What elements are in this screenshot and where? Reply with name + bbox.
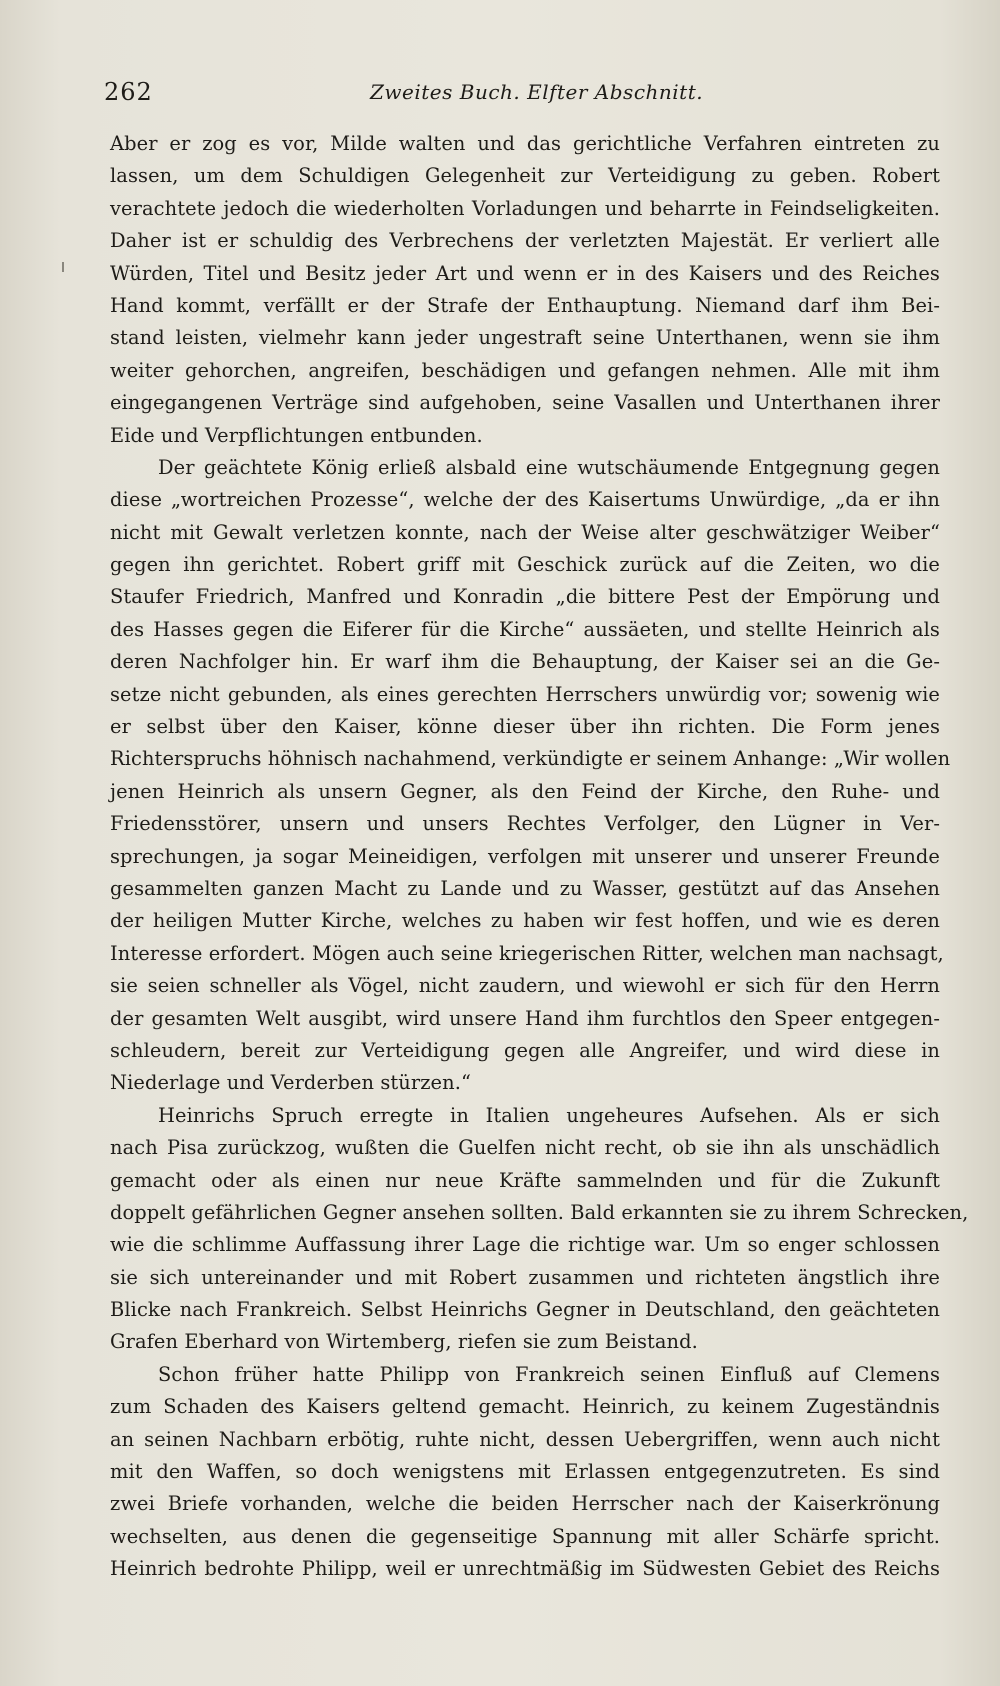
text-line: zum Schaden des Kaisers geltend gemacht. Heinrich, zu keinem Zugeständnis — [110, 1395, 940, 1419]
margin-mark — [62, 262, 64, 272]
paragraph — [110, 452, 951, 1100]
text-line: Eide und Verpflichtungen entbunden. — [110, 423, 483, 447]
text-line: Niederlage und Verderben stürzen.“ — [110, 1071, 471, 1095]
text-line: zwei Briefe vorhanden, welche die beiden Herrscher nach der Kaiserkrönung — [110, 1492, 940, 1516]
paragraph — [110, 128, 940, 452]
text-line: Würden, Titel und Besitz jeder Art und wenn er in des Kaisers und des Reiches — [110, 261, 940, 285]
text-line: des Hasses gegen die Eiferer für die Kirche“ aussäeten, und stellte Heinrich als — [110, 617, 940, 641]
text-line: an seinen Nachbarn erbötig, ruhte nicht, dessen Uebergriffen, wenn auch nicht — [110, 1427, 940, 1451]
text-line: schleudern, bereit zur Verteidigung gegen alle Angreifer, und wird diese in — [110, 1038, 940, 1062]
text-line: nicht mit Gewalt verletzen konnte, nach der Weise alter geschwätziger Weiber“ — [110, 520, 940, 544]
text-line: Hand kommt, verfällt er der Strafe der Enthauptung. Niemand darf ihm Bei- — [110, 293, 940, 317]
text-line: Staufer Friedrich, Manfred und Konradin „die bittere Pest der Empörung und — [110, 585, 940, 609]
text-line: Grafen Eberhard von Wirtemberg, riefen sie zum Beistand. — [110, 1330, 698, 1354]
text-line: sie seien schneller als Vögel, nicht zaudern, und wiewohl er sich für den Herrn — [110, 974, 940, 998]
text-line: sprechungen, ja sogar Meineidigen, verfolgen mit unserer und unserer Freunde — [110, 844, 940, 868]
text-line: Daher ist er schuldig des Verbrechens der verletzten Majestät. Er verliert alle — [110, 229, 940, 253]
text-line: er selbst über den Kaiser, könne dieser über ihn richten. Die Form jenes — [110, 715, 940, 739]
text-line: mit den Waffen, so doch wenigstens mit Erlassen entgegenzutreten. Es sind — [110, 1460, 940, 1484]
text-line: setze nicht gebunden, als eines gerechten Herrschers unwürdig vor; sowenig wie — [110, 682, 940, 706]
text-line: Richterspruchs höhnisch nachahmend, verkündigte er seinem Anhange: „Wir wollen — [110, 747, 951, 771]
text-line: Der geächtete König erließ alsbald eine wutschäumende Entgegnung gegen — [158, 455, 940, 479]
text-line: gemacht oder als einen nur neue Kräfte sammelnden und für die Zukunft — [110, 1168, 940, 1192]
text-line: gegen ihn gerichtet. Robert griff mit Geschick zurück auf die Zeiten, wo die — [110, 553, 940, 577]
text-line: der heiligen Mutter Kirche, welches zu haben wir fest hoffen, und wie es deren — [110, 909, 940, 933]
text-line: wechselten, aus denen die gegenseitige Spannung mit aller Schärfe spricht. — [110, 1524, 940, 1548]
paragraph — [110, 1359, 940, 1586]
text-line: diese „wortreichen Prozesse“, welche der des Kaisertums Unwürdige, „da er ihn — [110, 488, 940, 512]
text-line: verachtete jedoch die wiederholten Vorladungen und beharrte in Feindseligkeiten. — [110, 196, 940, 220]
text-line: eingegangenen Verträge sind aufgehoben, seine Vasallen und Unterthanen ihrer — [110, 391, 940, 415]
text-line: Friedensstörer, unsern und unsers Rechtes Verfolger, den Lügner in Ver- — [110, 812, 940, 836]
text-line: doppelt gefährlichen Gegner ansehen sollten. Bald erkannten sie zu ihrem Schrecken, — [110, 1200, 969, 1224]
paragraph — [110, 1100, 969, 1359]
text-line: wie die schlimme Auffassung ihrer Lage die richtige war. Um so enger schlossen — [110, 1233, 940, 1257]
text-line: stand leisten, vielmehr kann jeder ungestraft seine Unterthanen, wenn sie ihm — [110, 326, 940, 350]
text-line: weiter gehorchen, angreifen, beschädigen und gefangen nehmen. Alle mit ihm — [110, 358, 940, 382]
text-line: jenen Heinrich als unsern Gegner, als den Feind der Kirche, den Ruhe- und — [110, 779, 940, 803]
text-line: Aber er zog es vor, Milde walten und das gerichtliche Verfahren eintreten zu — [110, 132, 940, 155]
text-line: deren Nachfolger hin. Er warf ihm die Behauptung, der Kaiser sei an die Ge- — [110, 650, 940, 674]
text-line: Blicke nach Frankreich. Selbst Heinrichs Gegner in Deutschland, den geächteten — [110, 1298, 940, 1322]
body-text — [110, 128, 969, 1586]
text-line: nach Pisa zurückzog, wußten die Guelfen nicht recht, ob sie ihn als unschädlich — [110, 1136, 940, 1160]
text-line: gesammelten ganzen Macht zu Lande und zu Wasser, gestützt auf das Ansehen — [110, 876, 940, 900]
text-line: Heinrich bedrohte Philipp, weil er unrechtmäßig im Südwesten Gebiet des Reichs — [110, 1557, 940, 1581]
text-line: Heinrichs Spruch erregte in Italien ungeheures Aufsehen. Als er sich — [158, 1103, 940, 1127]
page-number: 262 — [104, 78, 153, 106]
text-line: Interesse erfordert. Mögen auch seine kriegerischen Ritter, welchen man nachsagt, — [110, 941, 944, 965]
text-line: lassen, um dem Schuldigen Gelegenheit zur Verteidigung zu geben. Robert — [110, 164, 940, 188]
text-line: der gesamten Welt ausgibt, wird unsere Hand ihm furchtlos den Speer entgegen- — [110, 1006, 940, 1030]
text-line: Schon früher hatte Philipp von Frankreich seinen Einfluß auf Clemens — [158, 1362, 940, 1386]
text-line: sie sich untereinander und mit Robert zusammen und richteten ängstlich ihre — [110, 1265, 940, 1289]
running-head: Zweites Buch. Elfter Abschnitt. — [370, 80, 704, 104]
